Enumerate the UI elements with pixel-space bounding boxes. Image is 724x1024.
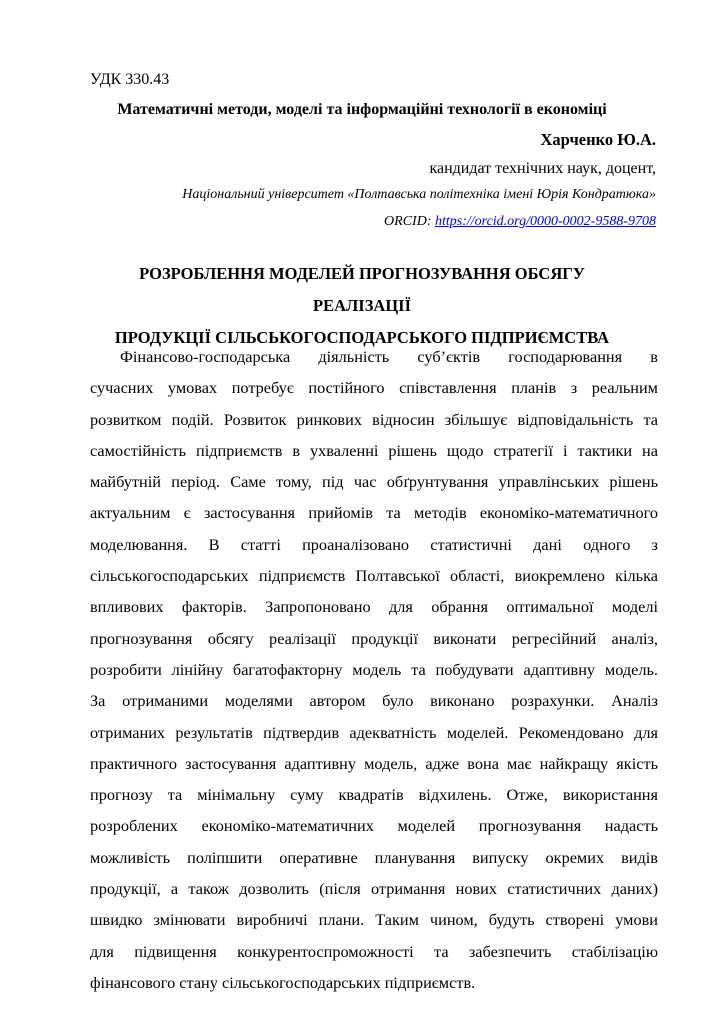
abstract-line: отриманих результатів підтвердив адекватність моделей. Рекомендовано для <box>90 722 658 742</box>
abstract-paragraph <box>90 341 658 998</box>
abstract-line: фінансового стану сільськогосподарських підприємств. <box>90 972 476 992</box>
author-degree: кандидат технічних наук, доцент, <box>429 160 656 177</box>
abstract-line: розробити лінійну багатофакторну модель та побудувати адаптивну модель. <box>90 659 658 679</box>
paper-title <box>90 258 634 354</box>
paper-title-line-2: ПРОДУКЦІЇ СІЛЬСЬКОГОСПОДАРСЬКОГО ПІДПРИЄМСТВА <box>114 328 610 347</box>
abstract-line: актуальним є застосування прийомів та методів економіко-математичного <box>90 503 658 523</box>
abstract-line: За отриманими моделями автором було виконано розрахунки. Аналіз <box>90 691 658 711</box>
orcid-link[interactable]: https://orcid.org/0000-0002-9588-9708 <box>434 214 656 229</box>
paper-title-line-1: РОЗРОБЛЕННЯ МОДЕЛЕЙ ПРОГНОЗУВАННЯ ОБСЯГУ РЕАЛІЗАЦІЇ <box>139 264 585 315</box>
abstract-line: прогнозу та мінімальну суму квадратів відхилень. Отже, використання <box>90 785 658 805</box>
abstract-line: сучасних умовах потребує постійного співставлення планів з реальним <box>90 378 658 398</box>
udc-code: УДК 330.43 <box>90 71 170 88</box>
abstract-line: продукції, а також дозволить (після отримання нових статистичних даних) <box>90 879 658 899</box>
abstract-line: швидко змінювати виробничі плани. Таким чином, будуть створені умови <box>90 910 658 930</box>
abstract-line: розроблених економіко-математичних моделей прогнозування надасть <box>90 816 658 836</box>
author-affiliation: Національний університет «Полтавська політехніка імені Юрія Кондратюка» <box>182 187 656 202</box>
abstract-line: сільськогосподарських підприємств Полтавської області, виокремлено кілька <box>90 566 658 586</box>
abstract-line: впливових факторів. Запропоновано для обрання оптимальної моделі <box>90 597 658 617</box>
abstract-line: моделювання. В статті проаналізовано статистичні дані одного з <box>90 534 658 554</box>
section-heading: Математичні методи, моделі та інформаційні технології в економіці <box>117 101 607 118</box>
abstract-line: для підвищення конкурентоспроможності та забезпечить стабілізацію <box>90 941 658 961</box>
orcid-label: ORCID: <box>384 214 435 229</box>
abstract-line: практичного застосування адаптивну модель, адже вона має найкращу якість <box>90 753 658 773</box>
abstract-line: майбутній період. Саме тому, під час обґрунтування управлінських рішень <box>90 472 658 492</box>
abstract-line: прогнозування обсягу реалізації продукції виконати регресійний аналіз, <box>90 628 658 648</box>
abstract-line: можливість поліпшити оперативне планування випуску окремих видів <box>90 847 658 867</box>
abstract-line: розвитком подій. Розвиток ринкових відносин збільшує відповідальність та <box>90 409 658 429</box>
abstract-line: Фінансово-господарська діяльність суб’єктів господарювання в <box>120 347 658 366</box>
abstract-line: самостійність підприємств в ухваленні рішень щодо стратегії і тактики на <box>90 440 658 460</box>
orcid-line <box>384 213 656 231</box>
author-name: Харченко Ю.А. <box>540 130 656 149</box>
